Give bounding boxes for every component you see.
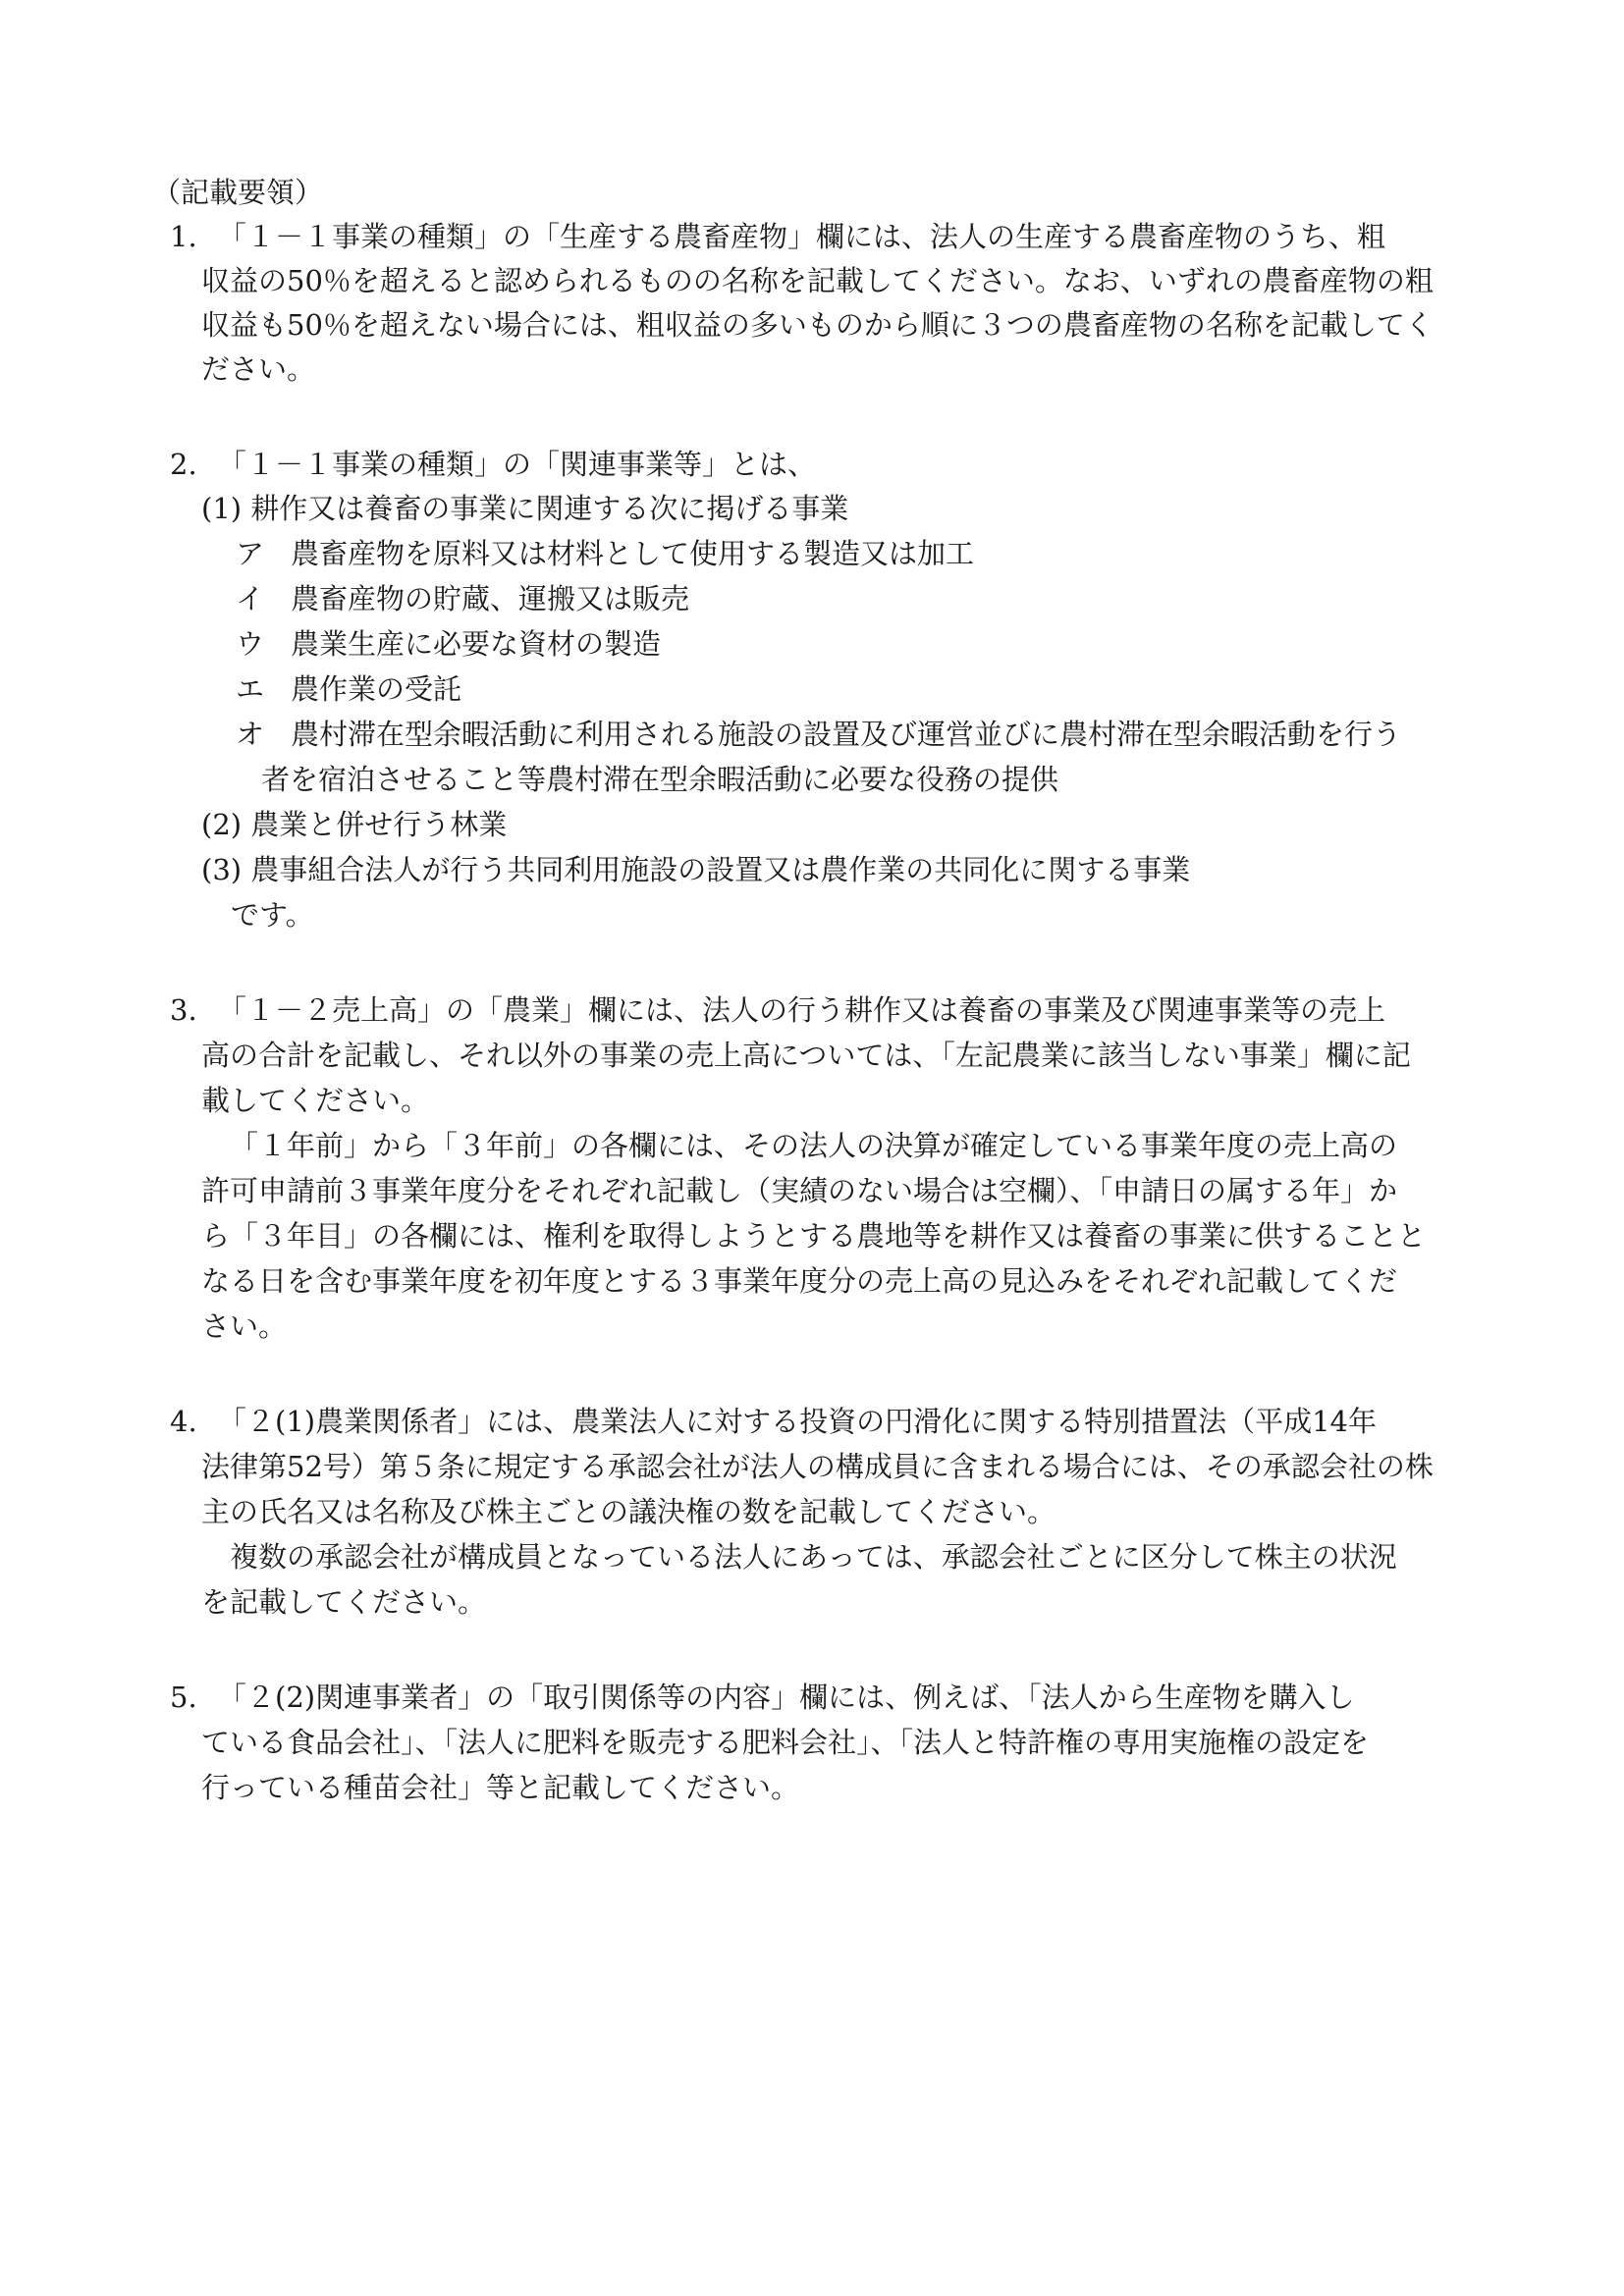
item-3-line-4: 「１年前」から「３年前」の各欄には、その法人の決算が確定している事業年度の売上高の [230,1129,1398,1162]
item-2-sub-3: (3) 農事組合法人が行う共同利用施設の設置又は農作業の共同化に関する事業 [201,853,1191,886]
item-1-line-2: 収益の50％を超えると認められるものの名称を記載してください。なお、いずれの農畜産物の粗 [201,264,1434,297]
item-2-kana-o-mark: オ [236,718,265,751]
item-2-closing: です。 [231,898,314,932]
item-4-line-2: 法律第52号）第５条に規定する承認会社が法人の構成員に含まれる場合には、その承認会社の株 [201,1450,1434,1483]
item-3-line-5: 許可申請前３事業年度分をそれぞれ記載し（実績のない場合は空欄）、「申請日の属する年」か [201,1174,1398,1207]
item-2-sub-1: (1) 耕作又は養畜の事業に関連する次に掲げる事業 [201,492,849,525]
item-2-kana-a-mark: ア [236,537,265,570]
item-4-line-3: 主の氏名又は名称及び株主ごとの議決権の数を記載してください。 [201,1495,1056,1528]
item-2-kana-i-mark: イ [236,582,265,615]
item-3-line-7: なる日を含む事業年度を初年度とする３事業年度分の売上高の見込みをそれぞれ記載してくだ [201,1264,1398,1298]
item-3-line-1: 「１－２売上高」の「農業」欄には、法人の行う耕作又は養畜の事業及び関連事業等の売上 [218,993,1386,1027]
item-2-kana-e-text: 農作業の受託 [291,672,462,706]
item-2-kana-i-text: 農畜産物の貯蔵、運搬又は販売 [291,582,690,615]
item-1-line-1: 「１－１事業の種類」の「生産する農畜産物」欄には、法人の生産する農畜産物のうち、粗 [218,220,1386,253]
heading: （記載要領） [152,176,324,209]
item-5-number: 5. [170,1681,197,1714]
item-3-line-8: さい。 [201,1309,288,1343]
item-4-line-4: 複数の承認会社が構成員となっている法人にあっては、承認会社ごとに区分して株主の状況 [230,1540,1397,1574]
item-3-line-2: 高の合計を記載し、それ以外の事業の売上高については、「左記農業に該当しない事業」欄に記 [201,1039,1411,1072]
item-2-kana-e-mark: エ [236,672,265,706]
item-2-kana-a-text: 農畜産物を原料又は材料として使用する製造又は加工 [291,537,975,570]
item-2-kana-o-text: 農村滞在型余暇活動に利用される施設の設置及び運営並びに農村滞在型余暇活動を行う [291,718,1402,751]
item-1-number: 1. [170,220,197,253]
item-2-number: 2. [170,448,197,481]
item-4-line-1: 「２(1)農業関係者」には、農業法人に対する投資の円滑化に関する特別措置法（平成14年 [218,1405,1377,1438]
item-5-line-1: 「２(2)関連事業者」の「取引関係等の内容」欄には、例えば、「法人から生産物を購入し [218,1681,1355,1714]
item-3-line-6: ら「３年目」の各欄には、権利を取得しようとする農地等を耕作又は養畜の事業に供することと [201,1219,1427,1253]
item-5-line-3: 行っている種苗会社」等と記載してください。 [201,1771,800,1804]
item-3-number: 3. [170,993,197,1027]
item-3-line-3: 載してください。 [201,1084,430,1117]
item-5-line-2: ている食品会社」、「法人に肥料を販売する肥料会社」、「法人と特許権の専用実施権の設定を [201,1726,1370,1759]
item-2-intro: 「１－１事業の種類」の「関連事業等」とは、 [218,448,817,481]
item-2-kana-u-mark: ウ [236,627,265,661]
item-1-line-4: ださい。 [201,352,316,386]
item-2-kana-o-continuation: 者を宿泊させること等農村滞在型余暇活動に必要な役務の提供 [261,763,1059,796]
item-1-line-3: 収益も50％を超えない場合には、粗収益の多いものから順に３つの農畜産物の名称を記載してく [201,308,1434,342]
item-4-line-5: を記載してください。 [201,1585,487,1619]
item-4-number: 4. [170,1405,197,1438]
item-2-sub-2: (2) 農業と併せ行う林業 [201,808,508,841]
item-2-kana-u-text: 農業生産に必要な資材の製造 [291,627,662,661]
